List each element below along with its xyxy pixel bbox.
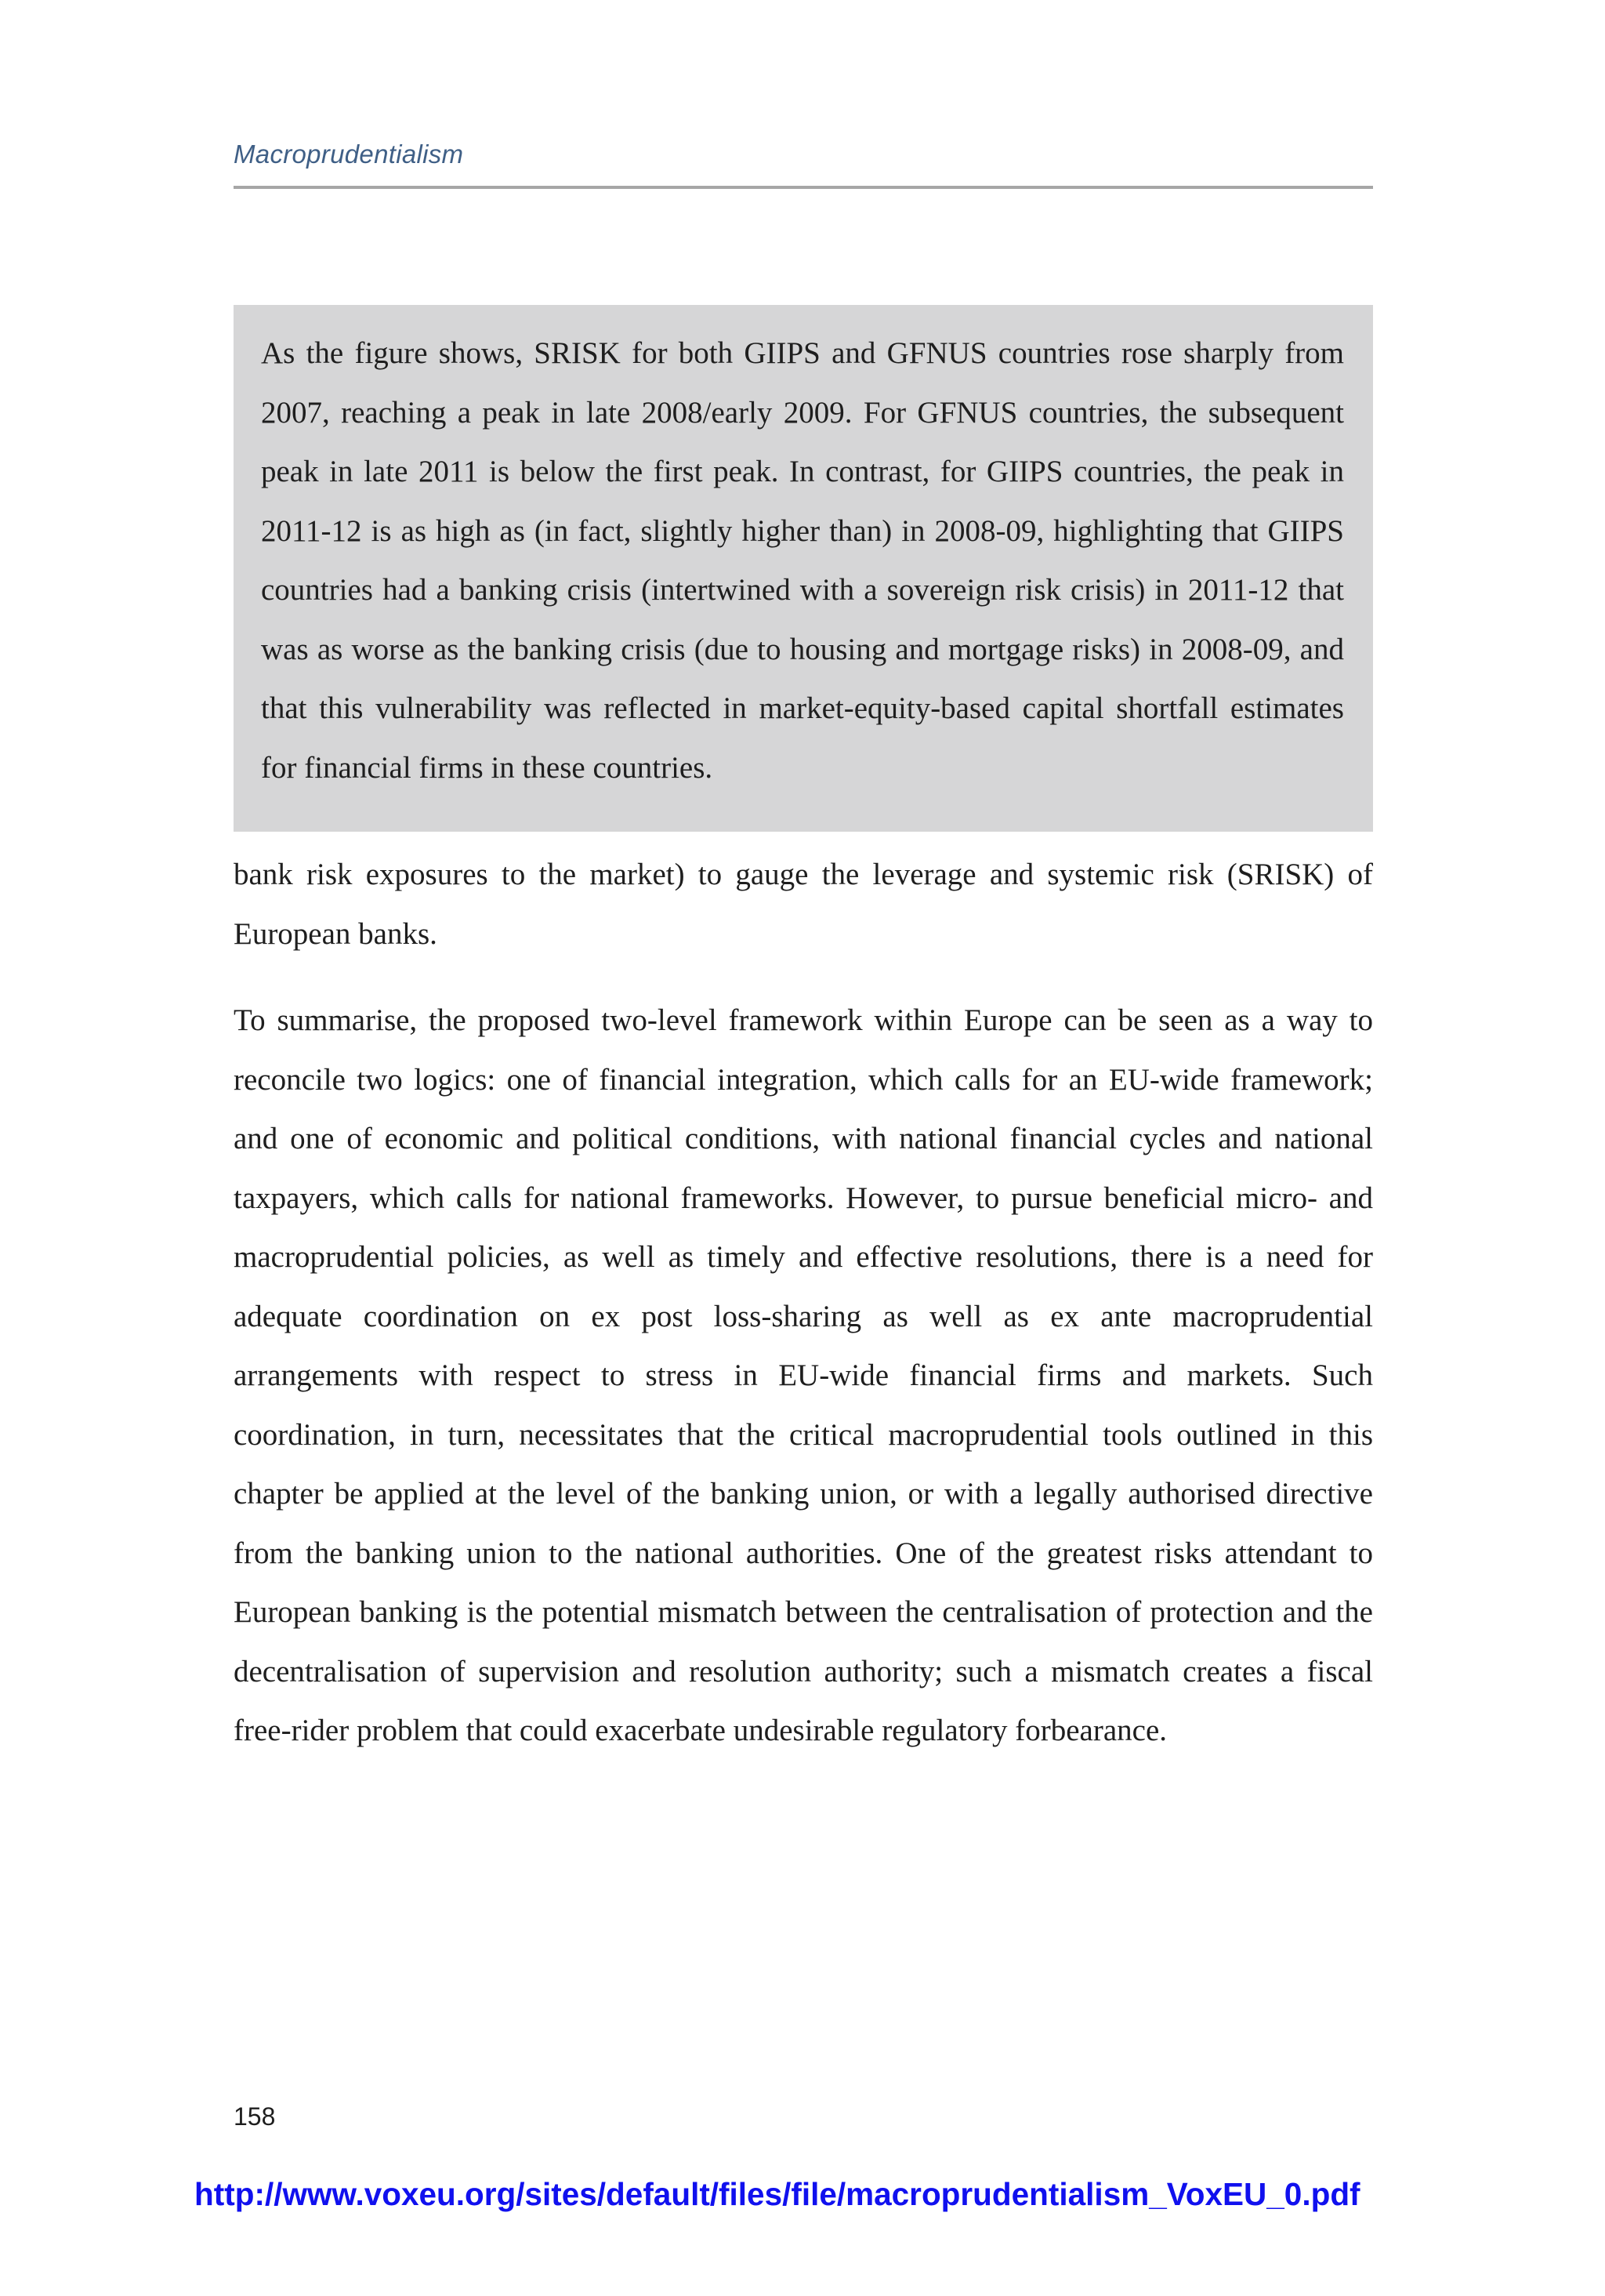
callout-box xyxy=(234,305,1373,832)
callout-text: As the figure shows, SRISK for both GIIPS and GFNUS countries rose sharply from 2007, reaching a peak in late 2008/early 2009. For GFNUS countries, the subsequent peak in late 2011 is below the first peak. In contrast, for GIIPS countries, the peak in 2011-12 is as high as (in fact, slightly higher than) in 2008-09, highlighting that GIIPS countries had a banking crisis (intertwined with a sovereign risk crisis) in 2011-12 that was as worse as the banking crisis (due to housing and mortgage risks) in 2008-09, and that this vulnerability was reflected in market-equity-based capital shortfall estimates for financial firms in these countries. xyxy=(261,336,1344,785)
page-number: 158 xyxy=(234,2102,276,2131)
body-paragraph-1: bank risk exposures to the market) to gauge the leverage and systemic risk (SRISK) of European banks. xyxy=(234,858,1373,951)
header-divider xyxy=(234,186,1373,189)
running-header-title: Macroprudentialism xyxy=(234,140,464,169)
body-paragraph-2: To summarise, the proposed two-level framework within Europe can be seen as a way to reconcile two logics: one of financial integration, which calls for an EU-wide framework; and one of economic and political conditions, with national financial cycles and national taxpayers, which calls for national frameworks. However, to pursue beneficial micro- and macroprudential policies, as well as timely and effective resolutions, there is a need for adequate coordination on ex post loss-sharing as well as ex ante macroprudential arrangements with respect to stress in EU-wide financial firms and markets. Such coordination, in turn, necessitates that the critical macroprudential tools outlined in this chapter be applied at the level of the banking union, or with a legally authorised directive from the banking union to the national authorities. One of the greatest risks attendant to European banking is the potential mismatch between the centralisation of protection and the decentralisation of supervision and resolution authority; such a mismatch creates a fiscal free-rider problem that could exacerbate undesirable regulatory forbearance. xyxy=(234,1003,1373,1747)
source-url-link[interactable]: http://www.voxeu.org/sites/default/files/file/macroprudentialism_VoxEU_0.pdf xyxy=(194,2176,1360,2212)
